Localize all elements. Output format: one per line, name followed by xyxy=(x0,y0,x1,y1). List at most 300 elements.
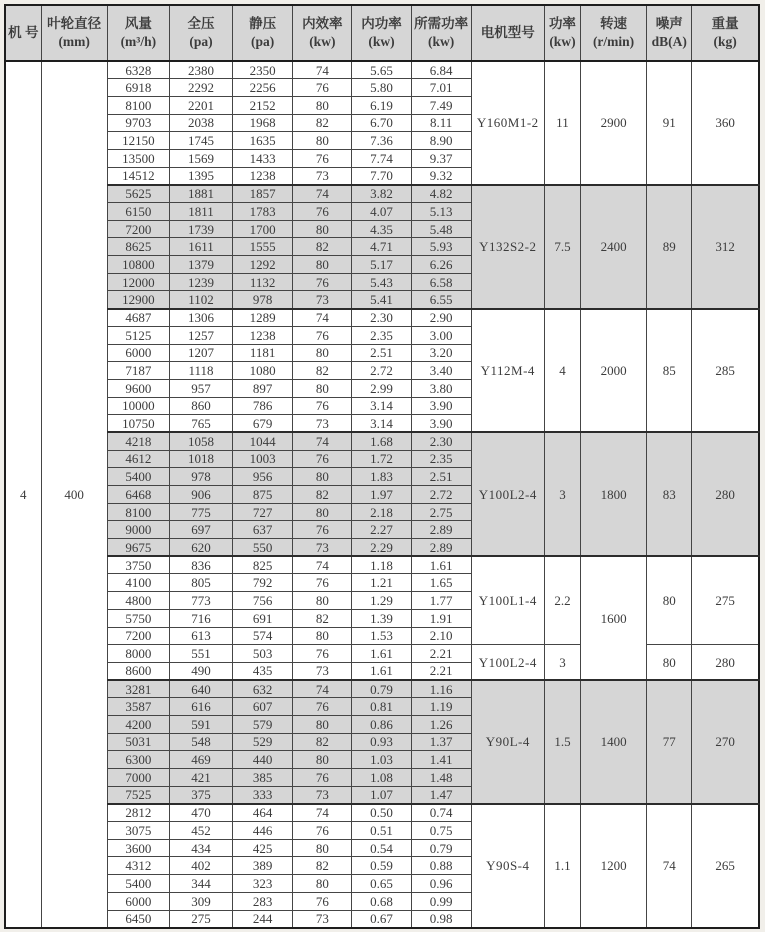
cell-total-pressure: 1811 xyxy=(169,203,232,221)
cell-efficiency: 76 xyxy=(293,326,352,344)
header-unit: (r/min) xyxy=(592,34,635,49)
cell-internal-power: 0.86 xyxy=(352,715,411,733)
cell-air-volume: 4200 xyxy=(107,715,169,733)
cell-air-volume: 6000 xyxy=(107,344,169,362)
cell-internal-power: 7.70 xyxy=(352,167,411,185)
motor-power-cell: 4 xyxy=(544,309,580,433)
cell-internal-power: 1.61 xyxy=(352,662,411,680)
cell-total-pressure: 860 xyxy=(169,397,232,415)
cell-required-power: 3.90 xyxy=(411,415,471,433)
cell-internal-power: 5.80 xyxy=(352,79,411,97)
header-required-power xyxy=(411,5,471,61)
cell-required-power: 2.21 xyxy=(411,662,471,680)
cell-air-volume: 8600 xyxy=(107,662,169,680)
cell-total-pressure: 2292 xyxy=(169,79,232,97)
cell-air-volume: 6918 xyxy=(107,79,169,97)
cell-internal-power: 1.21 xyxy=(352,574,411,592)
header-static-pressure xyxy=(233,5,293,61)
cell-static-pressure: 244 xyxy=(233,910,293,928)
cell-internal-power: 0.51 xyxy=(352,822,411,840)
cell-efficiency: 80 xyxy=(293,592,352,610)
header-label: 电机型号 xyxy=(480,25,535,41)
cell-required-power: 8.11 xyxy=(411,114,471,132)
cell-required-power: 2.89 xyxy=(411,539,471,557)
cell-air-volume: 9600 xyxy=(107,379,169,397)
cell-required-power: 1.47 xyxy=(411,786,471,804)
cell-required-power: 2.30 xyxy=(411,432,471,450)
noise-cell: 80 xyxy=(647,645,692,680)
cell-air-volume: 3075 xyxy=(107,822,169,840)
cell-internal-power: 7.74 xyxy=(352,149,411,167)
cell-total-pressure: 613 xyxy=(169,627,232,645)
cell-efficiency: 82 xyxy=(293,114,352,132)
motor-power-cell: 1.1 xyxy=(544,804,580,928)
header-efficiency xyxy=(293,5,352,61)
cell-required-power: 2.89 xyxy=(411,521,471,539)
cell-total-pressure: 1102 xyxy=(169,291,232,309)
cell-total-pressure: 1739 xyxy=(169,220,232,238)
cell-total-pressure: 836 xyxy=(169,556,232,574)
weight-cell: 280 xyxy=(692,645,759,680)
cell-static-pressure: 333 xyxy=(233,786,293,804)
cell-total-pressure: 775 xyxy=(169,503,232,521)
cell-internal-power: 1.53 xyxy=(352,627,411,645)
header-weight xyxy=(692,5,759,61)
cell-total-pressure: 1611 xyxy=(169,238,232,256)
cell-required-power: 0.98 xyxy=(411,910,471,928)
cell-total-pressure: 2038 xyxy=(169,114,232,132)
cell-efficiency: 80 xyxy=(293,344,352,362)
cell-internal-power: 2.35 xyxy=(352,326,411,344)
cell-efficiency: 80 xyxy=(293,751,352,769)
cell-static-pressure: 825 xyxy=(233,556,293,574)
header-unit: (kw) xyxy=(309,34,336,49)
table-row xyxy=(5,804,759,822)
cell-static-pressure: 727 xyxy=(233,503,293,521)
cell-internal-power: 1.39 xyxy=(352,609,411,627)
cell-air-volume: 7187 xyxy=(107,362,169,380)
header-motor-model xyxy=(471,5,544,61)
motor-model-cell: Y100L2-4 xyxy=(471,645,544,680)
motor-speed-cell: 1200 xyxy=(580,804,646,928)
cell-internal-power: 4.07 xyxy=(352,203,411,221)
cell-internal-power: 2.30 xyxy=(352,309,411,327)
cell-static-pressure: 875 xyxy=(233,486,293,504)
cell-efficiency: 80 xyxy=(293,379,352,397)
cell-total-pressure: 805 xyxy=(169,574,232,592)
table-body xyxy=(5,61,759,928)
motor-model-cell: Y132S2-2 xyxy=(471,185,544,309)
cell-total-pressure: 591 xyxy=(169,715,232,733)
header-unit: (kw) xyxy=(368,34,395,49)
header-label: 风量 xyxy=(124,16,152,32)
cell-efficiency: 73 xyxy=(293,291,352,309)
header-unit: (pa) xyxy=(251,34,275,49)
cell-static-pressure: 1555 xyxy=(233,238,293,256)
header-air-volume xyxy=(107,5,169,61)
cell-static-pressure: 691 xyxy=(233,609,293,627)
cell-static-pressure: 2256 xyxy=(233,79,293,97)
machine-no-cell: 4 xyxy=(5,61,41,928)
cell-static-pressure: 1044 xyxy=(233,432,293,450)
cell-air-volume: 5625 xyxy=(107,185,169,203)
cell-total-pressure: 275 xyxy=(169,910,232,928)
header-unit: (kw) xyxy=(549,34,576,49)
noise-cell: 74 xyxy=(647,804,692,928)
cell-static-pressure: 1433 xyxy=(233,149,293,167)
cell-air-volume: 4800 xyxy=(107,592,169,610)
cell-required-power: 8.90 xyxy=(411,132,471,150)
cell-static-pressure: 1132 xyxy=(233,273,293,291)
cell-static-pressure: 1238 xyxy=(233,167,293,185)
header-total-pressure xyxy=(169,5,232,61)
cell-static-pressure: 792 xyxy=(233,574,293,592)
cell-efficiency: 82 xyxy=(293,733,352,751)
cell-efficiency: 76 xyxy=(293,397,352,415)
cell-efficiency: 73 xyxy=(293,415,352,433)
cell-internal-power: 0.54 xyxy=(352,839,411,857)
cell-required-power: 5.13 xyxy=(411,203,471,221)
noise-cell: 83 xyxy=(647,432,692,556)
cell-air-volume: 6468 xyxy=(107,486,169,504)
cell-internal-power: 1.08 xyxy=(352,769,411,787)
cell-air-volume: 4312 xyxy=(107,857,169,875)
header-label: 所需功率 xyxy=(414,16,469,32)
cell-internal-power: 3.82 xyxy=(352,185,411,203)
cell-total-pressure: 1207 xyxy=(169,344,232,362)
cell-required-power: 0.99 xyxy=(411,892,471,910)
cell-internal-power: 5.41 xyxy=(352,291,411,309)
cell-total-pressure: 1018 xyxy=(169,450,232,468)
cell-air-volume: 5400 xyxy=(107,468,169,486)
cell-static-pressure: 637 xyxy=(233,521,293,539)
cell-air-volume: 5031 xyxy=(107,733,169,751)
cell-static-pressure: 1783 xyxy=(233,203,293,221)
motor-power-cell: 7.5 xyxy=(544,185,580,309)
cell-efficiency: 76 xyxy=(293,892,352,910)
cell-internal-power: 0.79 xyxy=(352,680,411,698)
cell-efficiency: 80 xyxy=(293,627,352,645)
table-header xyxy=(5,5,759,61)
cell-required-power: 1.65 xyxy=(411,574,471,592)
cell-internal-power: 0.68 xyxy=(352,892,411,910)
cell-static-pressure: 389 xyxy=(233,857,293,875)
motor-model-cell: Y160M1-2 xyxy=(471,61,544,185)
cell-required-power: 2.90 xyxy=(411,309,471,327)
table-row xyxy=(5,309,759,327)
header-machine-no xyxy=(5,5,41,61)
motor-model-cell: Y90S-4 xyxy=(471,804,544,928)
cell-efficiency: 74 xyxy=(293,61,352,79)
cell-internal-power: 2.51 xyxy=(352,344,411,362)
cell-static-pressure: 679 xyxy=(233,415,293,433)
cell-required-power: 1.48 xyxy=(411,769,471,787)
cell-required-power: 3.00 xyxy=(411,326,471,344)
cell-total-pressure: 1881 xyxy=(169,185,232,203)
cell-internal-power: 4.71 xyxy=(352,238,411,256)
cell-static-pressure: 2152 xyxy=(233,96,293,114)
cell-internal-power: 1.61 xyxy=(352,645,411,663)
cell-total-pressure: 1379 xyxy=(169,256,232,274)
cell-air-volume: 6150 xyxy=(107,203,169,221)
cell-total-pressure: 640 xyxy=(169,680,232,698)
cell-efficiency: 82 xyxy=(293,857,352,875)
cell-total-pressure: 402 xyxy=(169,857,232,875)
cell-static-pressure: 385 xyxy=(233,769,293,787)
cell-efficiency: 82 xyxy=(293,362,352,380)
cell-efficiency: 73 xyxy=(293,662,352,680)
cell-efficiency: 80 xyxy=(293,839,352,857)
cell-total-pressure: 551 xyxy=(169,645,232,663)
cell-air-volume: 9675 xyxy=(107,539,169,557)
cell-total-pressure: 421 xyxy=(169,769,232,787)
cell-required-power: 1.41 xyxy=(411,751,471,769)
cell-required-power: 0.79 xyxy=(411,839,471,857)
cell-internal-power: 2.99 xyxy=(352,379,411,397)
cell-efficiency: 82 xyxy=(293,609,352,627)
header-label: 噪声 xyxy=(655,16,683,32)
cell-total-pressure: 344 xyxy=(169,875,232,893)
cell-static-pressure: 786 xyxy=(233,397,293,415)
cell-efficiency: 80 xyxy=(293,503,352,521)
noise-cell: 85 xyxy=(647,309,692,433)
fan-spec-table-container xyxy=(4,4,760,929)
cell-air-volume: 7525 xyxy=(107,786,169,804)
cell-required-power: 2.72 xyxy=(411,486,471,504)
cell-required-power: 2.51 xyxy=(411,468,471,486)
cell-air-volume: 4218 xyxy=(107,432,169,450)
weight-cell: 312 xyxy=(692,185,759,309)
cell-total-pressure: 1257 xyxy=(169,326,232,344)
cell-total-pressure: 616 xyxy=(169,698,232,716)
cell-efficiency: 76 xyxy=(293,273,352,291)
cell-air-volume: 5400 xyxy=(107,875,169,893)
noise-cell: 77 xyxy=(647,680,692,804)
cell-internal-power: 0.50 xyxy=(352,804,411,822)
cell-static-pressure: 435 xyxy=(233,662,293,680)
cell-required-power: 6.55 xyxy=(411,291,471,309)
cell-air-volume: 10750 xyxy=(107,415,169,433)
cell-internal-power: 5.17 xyxy=(352,256,411,274)
cell-total-pressure: 434 xyxy=(169,839,232,857)
motor-speed-cell: 1600 xyxy=(580,556,646,680)
cell-total-pressure: 375 xyxy=(169,786,232,804)
table-row xyxy=(5,680,759,698)
cell-internal-power: 1.18 xyxy=(352,556,411,574)
cell-efficiency: 74 xyxy=(293,804,352,822)
cell-air-volume: 8625 xyxy=(107,238,169,256)
cell-total-pressure: 1745 xyxy=(169,132,232,150)
cell-total-pressure: 620 xyxy=(169,539,232,557)
cell-efficiency: 76 xyxy=(293,769,352,787)
weight-cell: 360 xyxy=(692,61,759,185)
cell-static-pressure: 897 xyxy=(233,379,293,397)
cell-efficiency: 73 xyxy=(293,167,352,185)
cell-required-power: 1.37 xyxy=(411,733,471,751)
cell-air-volume: 10800 xyxy=(107,256,169,274)
cell-static-pressure: 632 xyxy=(233,680,293,698)
cell-total-pressure: 1058 xyxy=(169,432,232,450)
cell-efficiency: 76 xyxy=(293,574,352,592)
cell-air-volume: 5125 xyxy=(107,326,169,344)
cell-air-volume: 8100 xyxy=(107,503,169,521)
cell-static-pressure: 446 xyxy=(233,822,293,840)
cell-required-power: 7.49 xyxy=(411,96,471,114)
cell-static-pressure: 529 xyxy=(233,733,293,751)
header-unit: (m³/h) xyxy=(120,34,157,49)
cell-static-pressure: 2350 xyxy=(233,61,293,79)
cell-air-volume: 3587 xyxy=(107,698,169,716)
motor-power-cell: 2.2 xyxy=(544,556,580,644)
cell-static-pressure: 323 xyxy=(233,875,293,893)
cell-air-volume: 7200 xyxy=(107,220,169,238)
noise-cell: 89 xyxy=(647,185,692,309)
cell-internal-power: 2.72 xyxy=(352,362,411,380)
table-row xyxy=(5,61,759,79)
cell-air-volume: 7000 xyxy=(107,769,169,787)
cell-static-pressure: 1292 xyxy=(233,256,293,274)
cell-required-power: 4.82 xyxy=(411,185,471,203)
cell-required-power: 1.77 xyxy=(411,592,471,610)
cell-total-pressure: 765 xyxy=(169,415,232,433)
cell-internal-power: 3.14 xyxy=(352,397,411,415)
cell-static-pressure: 956 xyxy=(233,468,293,486)
cell-total-pressure: 773 xyxy=(169,592,232,610)
cell-air-volume: 8000 xyxy=(107,645,169,663)
header-label: 重量 xyxy=(711,16,739,32)
cell-required-power: 3.80 xyxy=(411,379,471,397)
header-speed xyxy=(580,5,646,61)
cell-internal-power: 5.43 xyxy=(352,273,411,291)
motor-speed-cell: 2900 xyxy=(580,61,646,185)
cell-internal-power: 1.07 xyxy=(352,786,411,804)
cell-total-pressure: 957 xyxy=(169,379,232,397)
header-label: 静压 xyxy=(249,16,277,32)
fan-spec-table xyxy=(4,4,760,929)
cell-air-volume: 8100 xyxy=(107,96,169,114)
cell-total-pressure: 1306 xyxy=(169,309,232,327)
impeller-diameter-cell: 400 xyxy=(41,61,107,928)
header-label: 内效率 xyxy=(302,16,343,32)
cell-required-power: 6.58 xyxy=(411,273,471,291)
cell-air-volume: 4612 xyxy=(107,450,169,468)
cell-required-power: 1.61 xyxy=(411,556,471,574)
header-label: 叶轮直径 xyxy=(47,16,102,32)
cell-required-power: 9.37 xyxy=(411,149,471,167)
cell-air-volume: 7200 xyxy=(107,627,169,645)
weight-cell: 285 xyxy=(692,309,759,433)
cell-total-pressure: 470 xyxy=(169,804,232,822)
cell-air-volume: 3281 xyxy=(107,680,169,698)
cell-total-pressure: 452 xyxy=(169,822,232,840)
cell-static-pressure: 1857 xyxy=(233,185,293,203)
cell-total-pressure: 716 xyxy=(169,609,232,627)
cell-internal-power: 3.14 xyxy=(352,415,411,433)
cell-internal-power: 0.81 xyxy=(352,698,411,716)
header-unit: (pa) xyxy=(189,34,213,49)
cell-static-pressure: 503 xyxy=(233,645,293,663)
cell-efficiency: 74 xyxy=(293,680,352,698)
cell-required-power: 5.48 xyxy=(411,220,471,238)
cell-required-power: 1.16 xyxy=(411,680,471,698)
cell-internal-power: 2.29 xyxy=(352,539,411,557)
cell-air-volume: 10000 xyxy=(107,397,169,415)
cell-static-pressure: 1181 xyxy=(233,344,293,362)
cell-total-pressure: 1569 xyxy=(169,149,232,167)
motor-power-cell: 11 xyxy=(544,61,580,185)
cell-total-pressure: 548 xyxy=(169,733,232,751)
header-noise xyxy=(647,5,692,61)
motor-power-cell: 1.5 xyxy=(544,680,580,804)
cell-efficiency: 80 xyxy=(293,715,352,733)
cell-air-volume: 12150 xyxy=(107,132,169,150)
cell-required-power: 5.93 xyxy=(411,238,471,256)
header-power xyxy=(544,5,580,61)
weight-cell: 280 xyxy=(692,432,759,556)
cell-internal-power: 1.83 xyxy=(352,468,411,486)
cell-static-pressure: 1968 xyxy=(233,114,293,132)
cell-required-power: 0.96 xyxy=(411,875,471,893)
cell-efficiency: 80 xyxy=(293,132,352,150)
cell-efficiency: 73 xyxy=(293,539,352,557)
cell-air-volume: 12000 xyxy=(107,273,169,291)
cell-internal-power: 1.03 xyxy=(352,751,411,769)
cell-required-power: 2.75 xyxy=(411,503,471,521)
cell-required-power: 3.90 xyxy=(411,397,471,415)
cell-air-volume: 6450 xyxy=(107,910,169,928)
cell-internal-power: 1.29 xyxy=(352,592,411,610)
noise-cell: 91 xyxy=(647,61,692,185)
cell-internal-power: 4.35 xyxy=(352,220,411,238)
weight-cell: 265 xyxy=(692,804,759,928)
header-unit: (kw) xyxy=(428,34,455,49)
cell-internal-power: 7.36 xyxy=(352,132,411,150)
cell-static-pressure: 550 xyxy=(233,539,293,557)
cell-air-volume: 13500 xyxy=(107,149,169,167)
cell-internal-power: 0.65 xyxy=(352,875,411,893)
cell-internal-power: 1.97 xyxy=(352,486,411,504)
motor-power-cell: 3 xyxy=(544,645,580,680)
header-label: 转速 xyxy=(600,16,628,32)
header-unit: dB(A) xyxy=(651,34,687,49)
cell-required-power: 0.88 xyxy=(411,857,471,875)
cell-required-power: 0.74 xyxy=(411,804,471,822)
cell-efficiency: 80 xyxy=(293,468,352,486)
cell-internal-power: 0.93 xyxy=(352,733,411,751)
cell-total-pressure: 2380 xyxy=(169,61,232,79)
cell-required-power: 1.19 xyxy=(411,698,471,716)
cell-required-power: 9.32 xyxy=(411,167,471,185)
cell-air-volume: 6328 xyxy=(107,61,169,79)
cell-air-volume: 12900 xyxy=(107,291,169,309)
cell-required-power: 2.21 xyxy=(411,645,471,663)
cell-required-power: 3.40 xyxy=(411,362,471,380)
cell-required-power: 1.91 xyxy=(411,609,471,627)
cell-efficiency: 74 xyxy=(293,556,352,574)
cell-efficiency: 73 xyxy=(293,910,352,928)
cell-air-volume: 9000 xyxy=(107,521,169,539)
cell-air-volume: 6000 xyxy=(107,892,169,910)
cell-efficiency: 82 xyxy=(293,486,352,504)
cell-static-pressure: 756 xyxy=(233,592,293,610)
cell-total-pressure: 1239 xyxy=(169,273,232,291)
cell-internal-power: 6.19 xyxy=(352,96,411,114)
cell-static-pressure: 425 xyxy=(233,839,293,857)
cell-required-power: 2.35 xyxy=(411,450,471,468)
cell-total-pressure: 309 xyxy=(169,892,232,910)
cell-internal-power: 2.27 xyxy=(352,521,411,539)
cell-total-pressure: 1118 xyxy=(169,362,232,380)
